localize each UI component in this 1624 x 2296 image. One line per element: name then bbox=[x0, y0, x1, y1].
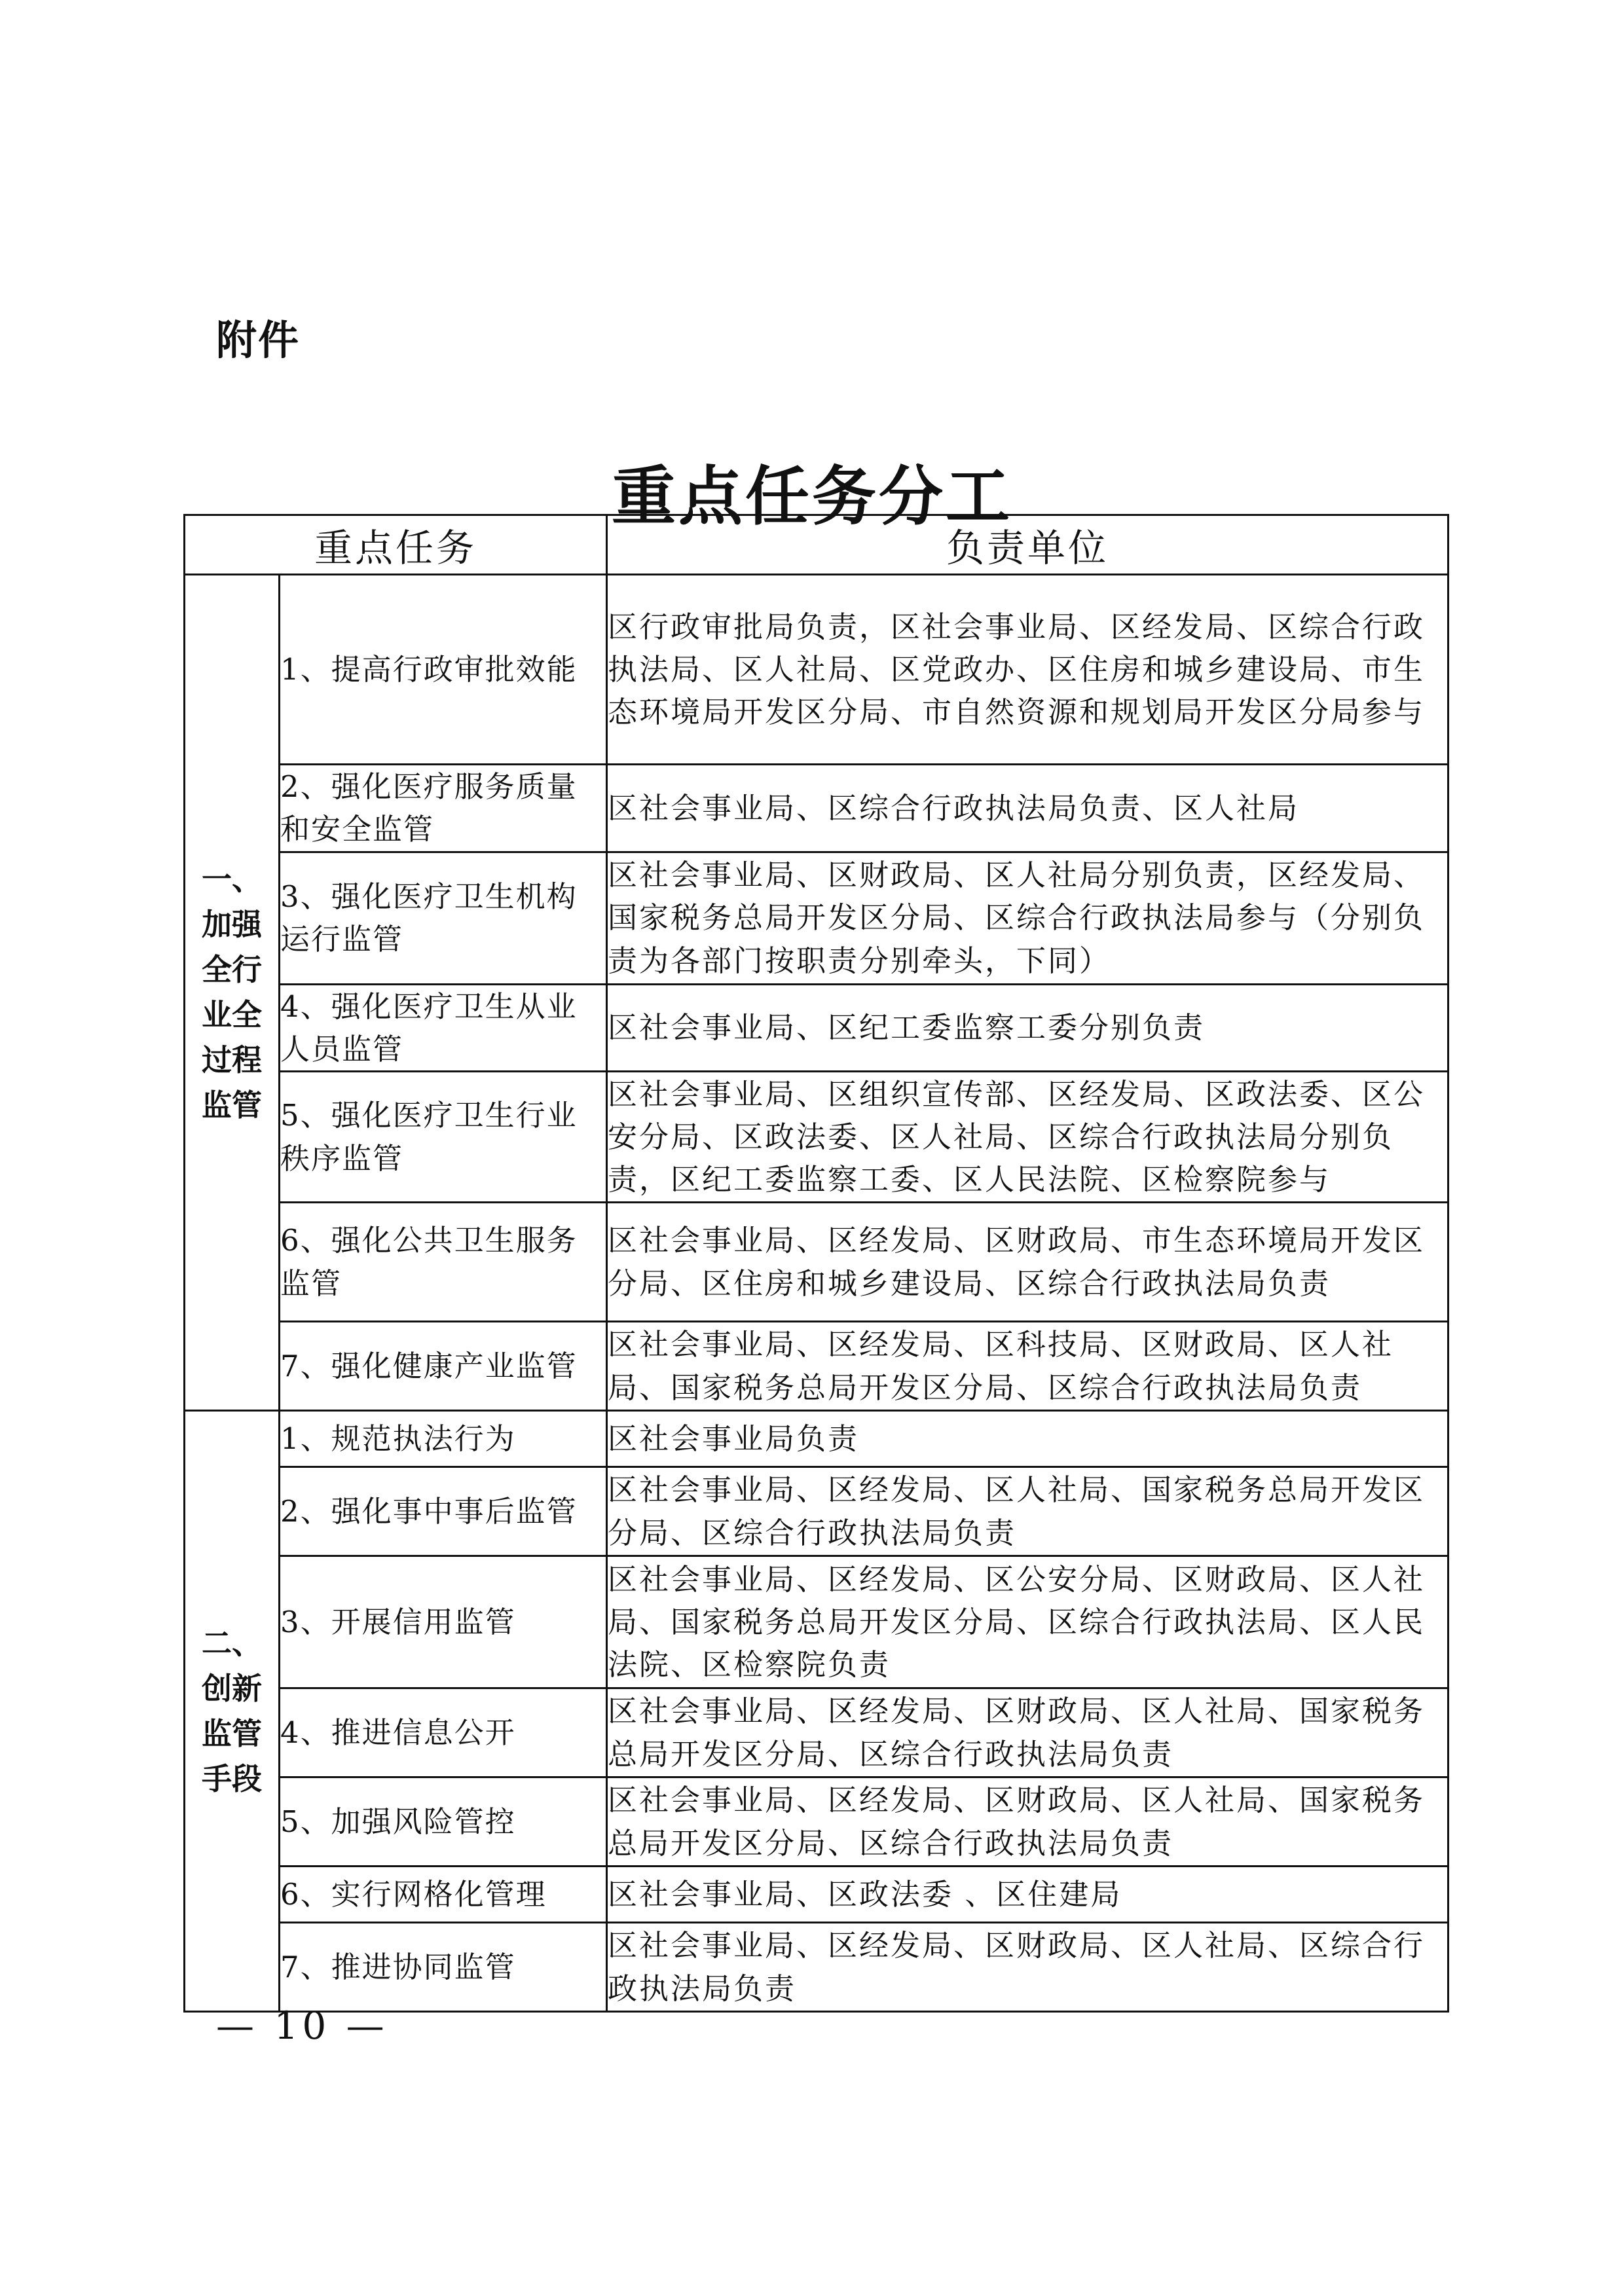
unit-cell: 区社会事业局、区政法委 、区住建局 bbox=[607, 1867, 1449, 1923]
task-division-table bbox=[183, 514, 1449, 2013]
task-cell: 1、提高行政审批效能 bbox=[280, 575, 607, 765]
unit-cell: 区社会事业局、区经发局、区财政局、区人社局、区综合行政执法局负责 bbox=[607, 1923, 1449, 2012]
task-cell: 2、强化事中事后监管 bbox=[280, 1467, 607, 1556]
page-number: — 10 — bbox=[216, 2003, 388, 2048]
document-title: 重点任务分工 bbox=[611, 460, 1012, 534]
header-task: 重点任务 bbox=[185, 515, 607, 575]
table-row bbox=[185, 1411, 1449, 1467]
unit-cell: 区社会事业局、区纪工委监察工委分别负责 bbox=[607, 984, 1449, 1072]
category-cell bbox=[185, 575, 280, 1411]
table-row bbox=[185, 1556, 1449, 1688]
table-row bbox=[185, 1867, 1449, 1923]
unit-cell: 区社会事业局、区经发局、区人社局、国家税务总局开发区分局、区综合行政执法局负责 bbox=[607, 1467, 1449, 1556]
table-row bbox=[185, 1203, 1449, 1322]
task-cell: 5、强化医疗卫生行业秩序监管 bbox=[280, 1072, 607, 1203]
category-label: 二、创新监管手段 bbox=[202, 1625, 262, 1796]
unit-cell: 区社会事业局、区财政局、区人社局分别负责，区经发局、国家税务总局开发区分局、区综合行政执法局参与（分别负责为各部门按职责分别牵头，下同） bbox=[607, 852, 1449, 984]
task-cell: 7、推进协同监管 bbox=[280, 1923, 607, 2012]
table-row bbox=[185, 1923, 1449, 2012]
task-cell: 6、强化公共卫生服务监管 bbox=[280, 1203, 607, 1322]
header-unit: 负责单位 bbox=[607, 515, 1449, 575]
unit-cell: 区社会事业局、区组织宣传部、区经发局、区政法委、区公安分局、区政法委、区人社局、区综合行政执法局分别负责，区纪工委监察工委、区人民法院、区检察院参与 bbox=[607, 1072, 1449, 1203]
task-cell: 3、开展信用监管 bbox=[280, 1556, 607, 1688]
table-header-row bbox=[185, 515, 1449, 575]
table-row bbox=[185, 852, 1449, 984]
task-cell: 3、强化医疗卫生机构运行监管 bbox=[280, 852, 607, 984]
task-cell: 6、实行网格化管理 bbox=[280, 1867, 607, 1923]
unit-cell: 区社会事业局、区经发局、区科技局、区财政局、区人社局、国家税务总局开发区分局、区综合行政执法局负责 bbox=[607, 1322, 1449, 1411]
table-row bbox=[185, 1688, 1449, 1777]
unit-cell: 区社会事业局、区综合行政执法局负责、区人社局 bbox=[607, 765, 1449, 852]
task-cell: 5、加强风险管控 bbox=[280, 1777, 607, 1867]
unit-cell: 区社会事业局、区经发局、区财政局、市生态环境局开发区分局、区住房和城乡建设局、区综合行政执法局负责 bbox=[607, 1203, 1449, 1322]
table-row bbox=[185, 1322, 1449, 1411]
unit-cell: 区行政审批局负责，区社会事业局、区经发局、区综合行政执法局、区人社局、区党政办、区住房和城乡建设局、市生态环境局开发区分局、市自然资源和规划局开发区分局参与 bbox=[607, 575, 1449, 765]
table-row bbox=[185, 1072, 1449, 1203]
unit-cell: 区社会事业局负责 bbox=[607, 1411, 1449, 1467]
category-cell bbox=[185, 1411, 280, 2012]
unit-cell: 区社会事业局、区经发局、区财政局、区人社局、国家税务总局开发区分局、区综合行政执法局负责 bbox=[607, 1777, 1449, 1867]
task-cell: 4、强化医疗卫生从业人员监管 bbox=[280, 984, 607, 1072]
attachment-label: 附件 bbox=[216, 316, 301, 364]
task-cell: 4、推进信息公开 bbox=[280, 1688, 607, 1777]
table-row bbox=[185, 1777, 1449, 1867]
table-row bbox=[185, 765, 1449, 852]
table-row bbox=[185, 575, 1449, 765]
unit-cell: 区社会事业局、区经发局、区公安分局、区财政局、区人社局、国家税务总局开发区分局、区综合行政执法局、区人民法院、区检察院负责 bbox=[607, 1556, 1449, 1688]
table-row bbox=[185, 1467, 1449, 1556]
unit-cell: 区社会事业局、区经发局、区财政局、区人社局、国家税务总局开发区分局、区综合行政执法局负责 bbox=[607, 1688, 1449, 1777]
category-label: 一、加强全行业全过程监管 bbox=[202, 862, 262, 1123]
task-cell: 2、强化医疗服务质量和安全监管 bbox=[280, 765, 607, 852]
task-cell: 1、规范执法行为 bbox=[280, 1411, 607, 1467]
table-row bbox=[185, 984, 1449, 1072]
task-cell: 7、强化健康产业监管 bbox=[280, 1322, 607, 1411]
